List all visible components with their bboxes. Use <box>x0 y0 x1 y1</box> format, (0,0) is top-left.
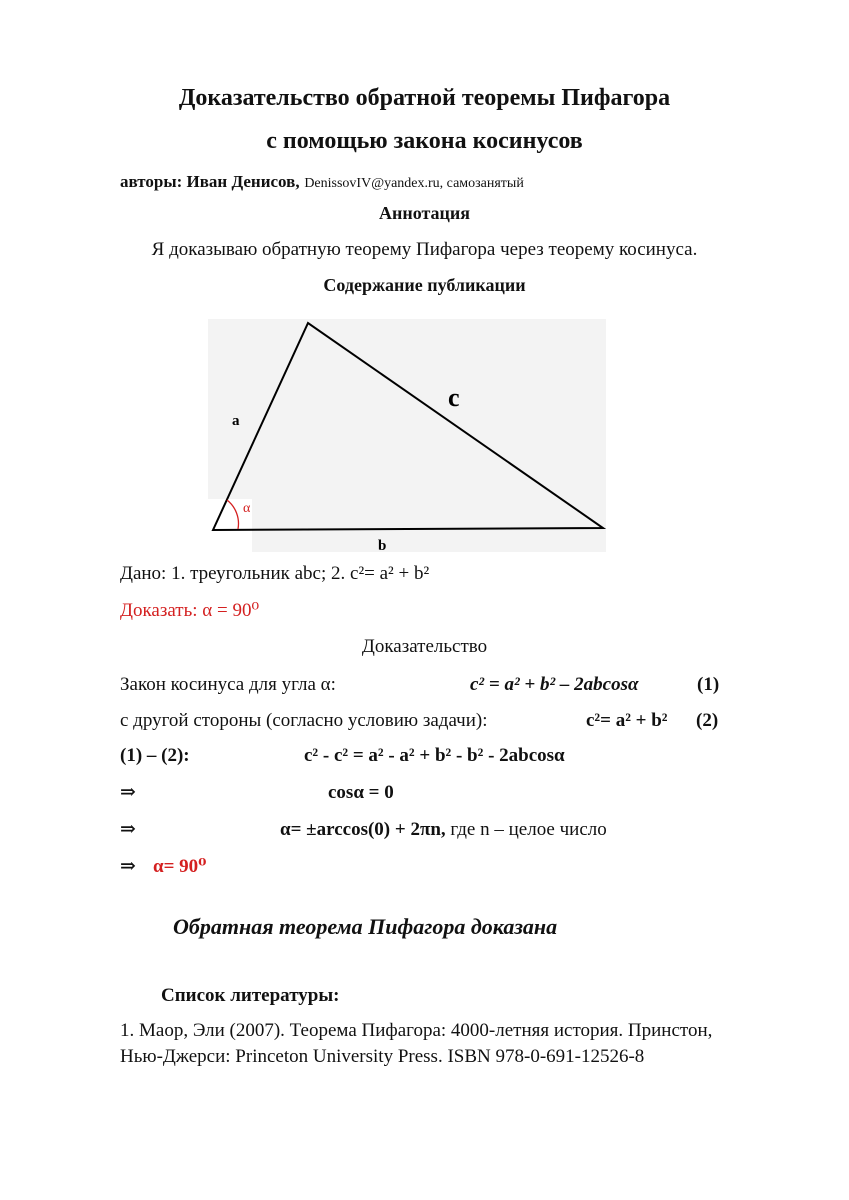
proof-line5-text: где n – целое число <box>445 819 607 840</box>
implies-arrow: ⇒ <box>120 819 136 840</box>
proof-line5-formula: α= ±arccos(0) + 2πn, <box>280 819 446 840</box>
title-line-2: с помощью закона косинусов <box>266 128 583 154</box>
reference-item-line1: 1. Маор, Эли (2007). Теорема Пифагора: 4000-летняя история. Принстон, <box>120 1020 713 1041</box>
label-c: c <box>448 383 460 412</box>
proof-line2-formula: c²= a² + b² <box>586 710 668 731</box>
given: Дано: 1. треугольник abc; 2. c²= a² + b² <box>120 563 430 584</box>
label-alpha: α <box>243 501 251 516</box>
reference-item-line2: Нью-Джерси: Princeton University Press. ISBN 978-0-691-12526-8 <box>120 1046 645 1067</box>
proof-line2-text: с другой стороны (согласно условию задачи): <box>120 710 488 731</box>
proof-line1-formula: c² = a² + b² – 2abcosα <box>470 674 639 695</box>
proof-line1-text: Закон косинуса для угла α: <box>120 674 336 695</box>
proof-line2-num: (2) <box>696 710 719 731</box>
triangle-figure <box>208 319 608 554</box>
proof-line1-num: (1) <box>697 674 720 695</box>
annotation-heading: Аннотация <box>378 203 471 223</box>
contents-heading: Содержание публикации <box>323 275 526 295</box>
conclusion: Обратная теорема Пифагора доказана <box>173 914 558 939</box>
figure-background <box>208 319 606 552</box>
authors-label: авторы: Иван Денисов, <box>120 172 300 191</box>
implies-arrow: ⇒ <box>120 856 136 877</box>
proof-heading: Доказательство <box>361 636 488 657</box>
proof-line3-formula: c² - c² = a² - a² + b² - b² - 2abcosα <box>304 745 565 766</box>
proof-result: α= 90⁰ <box>153 856 207 877</box>
label-b: b <box>378 538 387 554</box>
implies-arrow: ⇒ <box>120 782 136 803</box>
proof-line4-formula: cosα = 0 <box>328 782 394 803</box>
proof-line5 <box>280 820 607 839</box>
authors-contact: DenissovIV@yandex.ru, самозанятый <box>304 176 524 191</box>
label-a: a <box>232 413 240 429</box>
to-prove: Доказать: α = 90⁰ <box>120 600 260 621</box>
authors <box>120 172 524 191</box>
references-heading: Список литературы: <box>161 985 340 1006</box>
title-line-1: Доказательство обратной теоремы Пифагора <box>178 85 671 111</box>
annotation-text: Я доказываю обратную теорему Пифагора через теорему косинуса. <box>151 239 698 260</box>
proof-line3-text: (1) – (2): <box>120 745 190 766</box>
